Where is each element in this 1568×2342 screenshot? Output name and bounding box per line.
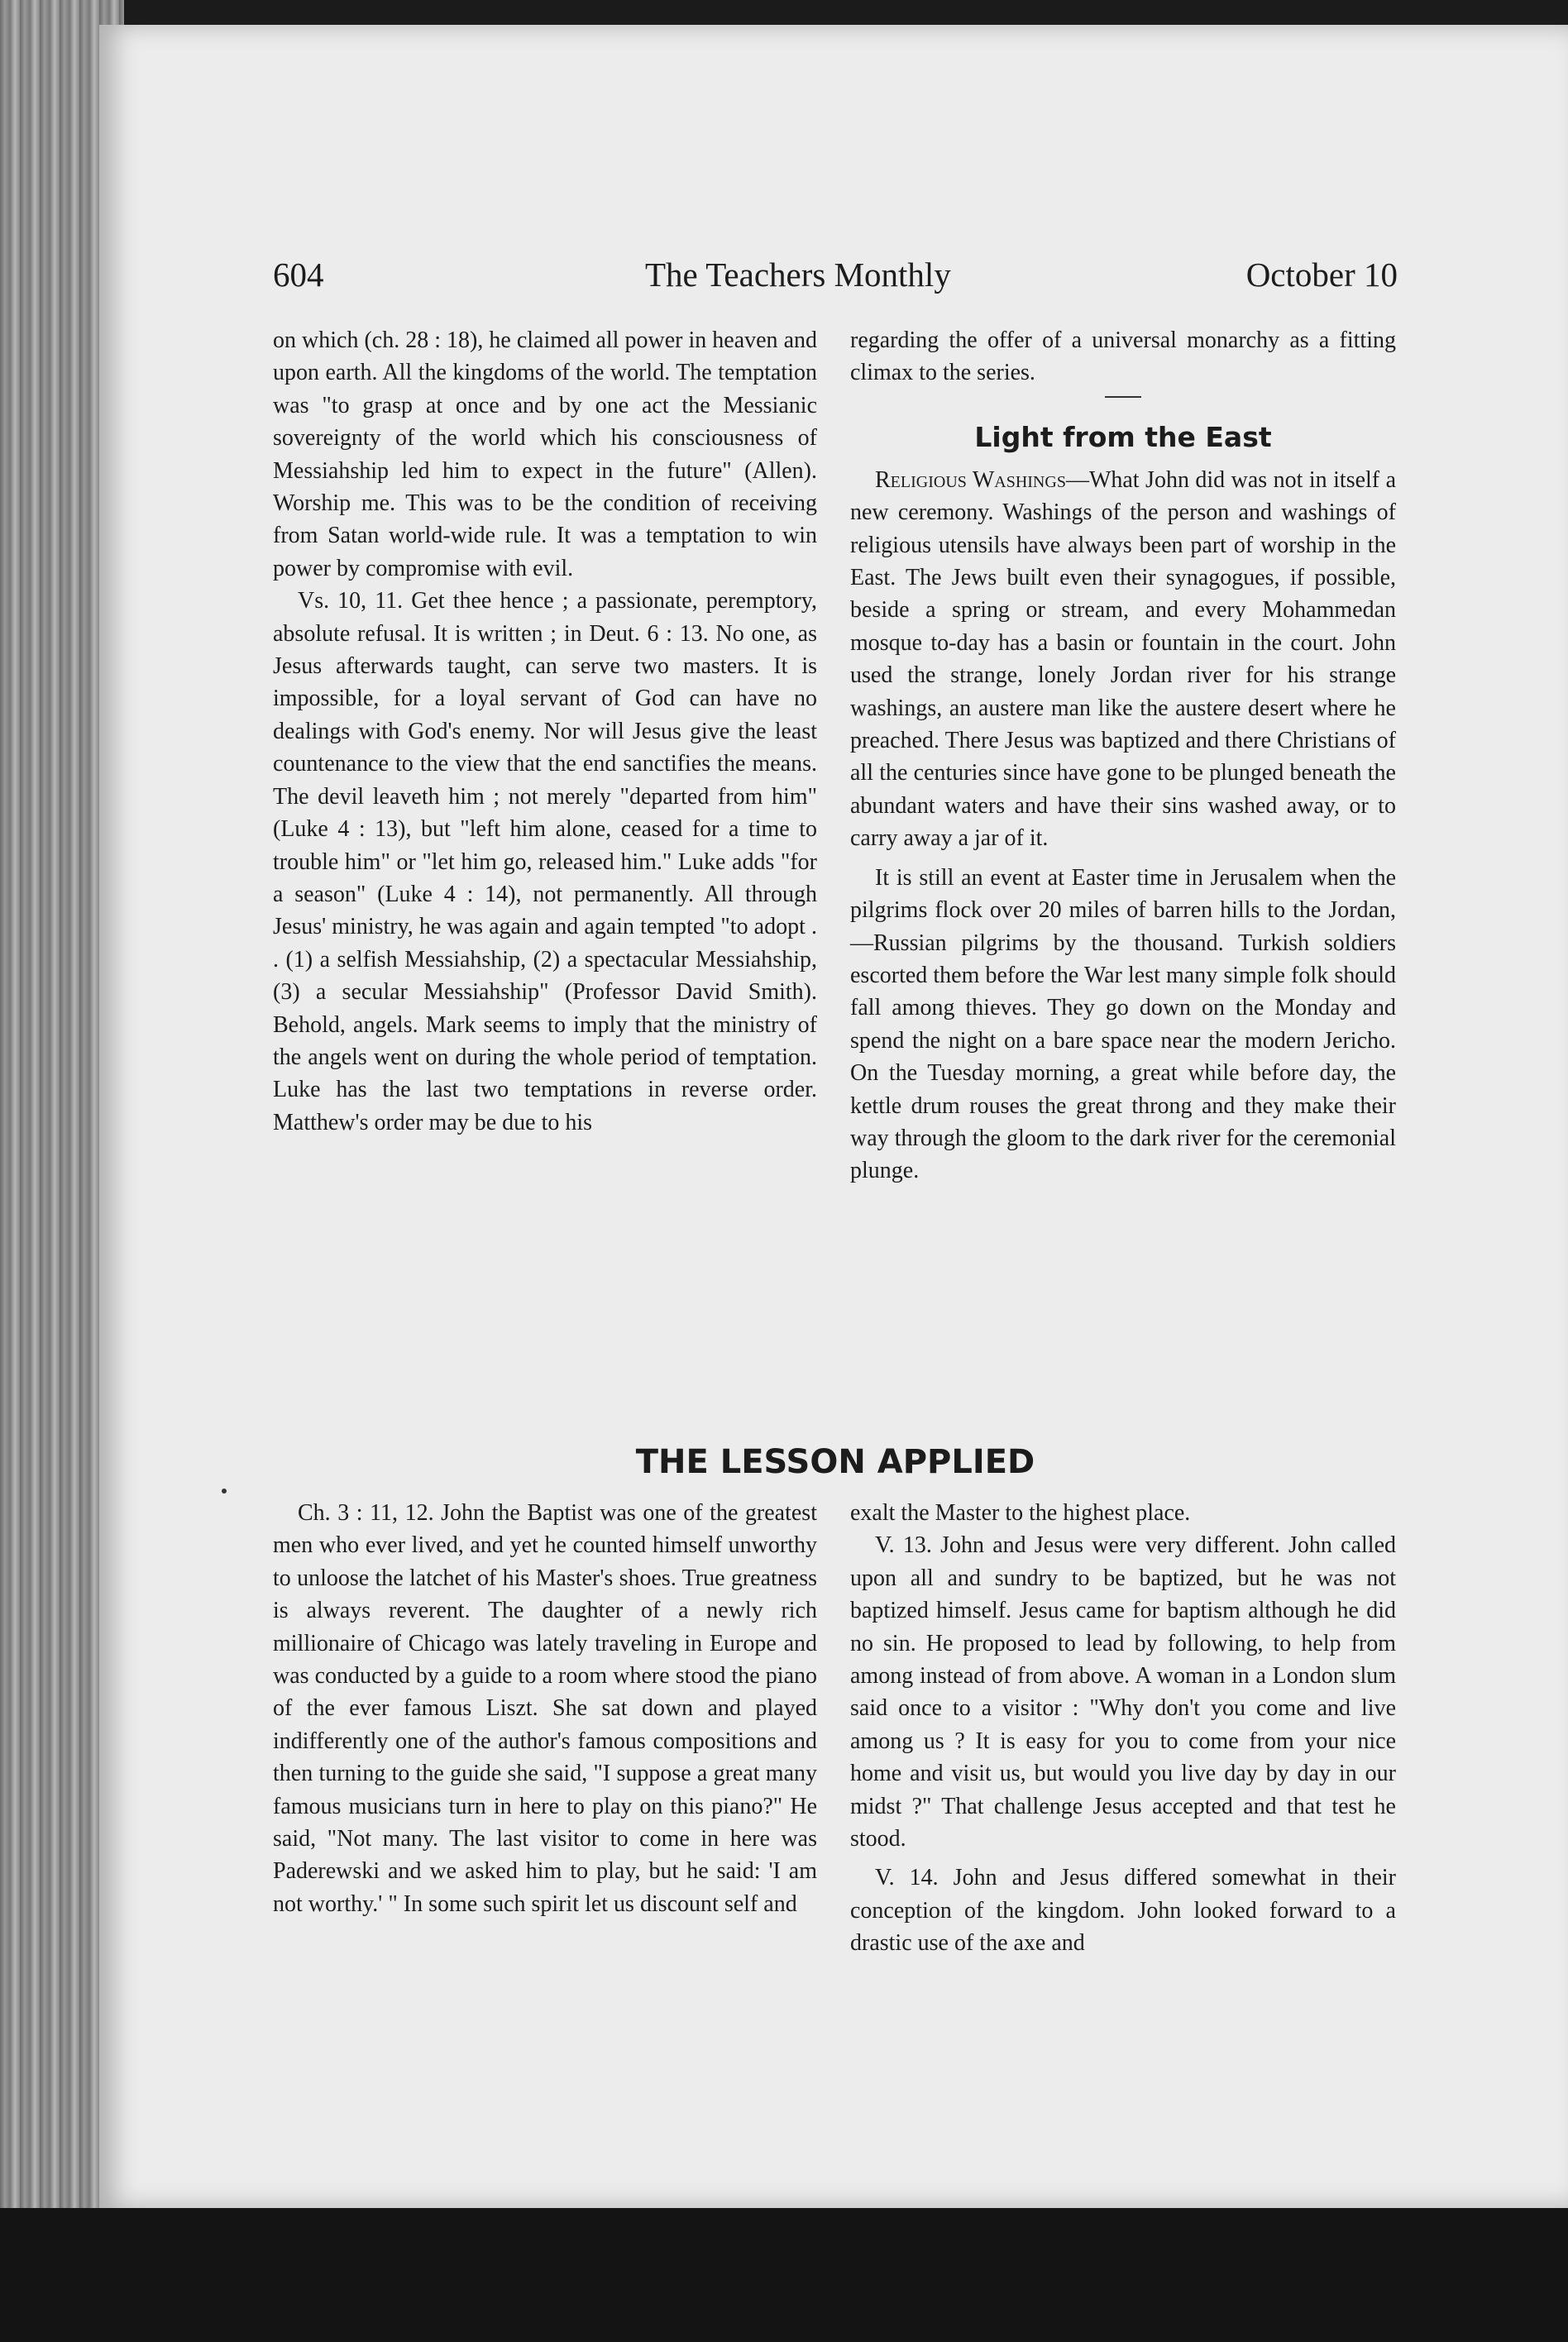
paragraph: It is still an event at Easter time in Jerusalem when the pilgrims flock over 20 miles of barren hills to the Jordan,—Russian pilgrims by the thousand. Turkish soldiers escorted them before the War lest many simple folk should fall among thieves. They go down on the Monday and spend the night on a bare space near the modern Jericho. On the Tuesday morning, a great while before day, the kettle drum rouses the great throng and they make their way through the gloom to the dark river for the ceremonial plunge. xyxy=(850,864,1396,1184)
paragraph: V. 14. John and Jesus differed somewhat in their conception of the kingdom. John looked forward to a drastic use of the axe and xyxy=(850,1865,1396,1957)
divider xyxy=(1105,396,1141,398)
paragraph: V. 13. John and Jesus were very different. John called upon all and sundry to be baptized, but he was not baptized himself. Jesus came for baptism although he did no sin. He proposed to lead by following, to help from among instead of from above. A woman in a London slum said once to a visitor : "Why don't you come and live among us ? It is easy for you to come from your nice home and visit us, but would you live day by day in our midst ?" That challenge Jesus accepted and that test he stood. xyxy=(850,1532,1396,1852)
journal-title: The Teachers Monthly xyxy=(645,256,951,294)
paragraph: exalt the Master to the highest place. xyxy=(850,1500,1191,1526)
lead-in: Religious Washings xyxy=(875,466,1066,493)
section-heading: THE LESSON APPLIED xyxy=(635,1443,1035,1481)
paragraph xyxy=(850,464,1396,855)
paragraph-text: —What John did was not in itself a new ceremony. Washings of the person and washings of religious utensils have always been part of worship in the East. The Jews built even their synagogues, if possible, beside a spring or stream, and every Mohammedan mosque to-day has a basin or fountain in the court. John used the strange, lonely Jordan river for his strange washings, an austere man like the austere desert where he preached. There Jesus was baptized and there Christians of all the centuries since have gone to be plunged beneath the abundant waters and have their sins washed away, or to carry away a jar of it. xyxy=(850,466,1397,852)
paragraph: Vs. 10, 11. Get thee hence ; a passionate, peremptory, absolute refusal. It is written ; in Deut. 6 : 13. No one, as Jesus afterwards taught, can serve two masters. It is impossible, for a loyal servant of God can have no dealings with God's enemy. Nor will Jesus give the least countenance to the view that the end sanctifies the means. The devil leaveth him ; not merely "departed from him" (Luke 4 : 13), but "left him alone, ceased for a time to trouble him" or "let him go, released him." Luke adds "for a season" (Luke 4 : 14), not permanently. All through Jesus' ministry, he was again and again tempted "to adopt . . (1) a selfish Messiahship, (2) a spectacular Messiahship, (3) a secular Messiahship" (Professor David Smith). Behold, angels. Mark seems to imply that the ministry of the angels went on during the whole period of temptation. Luke has the last two temptations in reverse order. Matthew's order may be due to his xyxy=(273,588,817,1135)
paragraph: regarding the offer of a universal monarchy as a fitting climax to the series. xyxy=(850,327,1396,386)
ink-speck xyxy=(222,1489,227,1494)
paragraph: Ch. 3 : 11, 12. John the Baptist was one of the greatest men who ever lived, and yet he counted himself unworthy to unloose the latchet of his Master's shoes. True greatness is always reverent. The daughter of a newly rich millionaire of Chicago was lately traveling in Europe and was conducted by a guide to a room where stood the piano of the ever famous Liszt. She sat down and played indifferently one of the author's famous compositions and then turning to the guide she said, "I suppose a great many famous musicians turn in here to play on this piano?" He said, "Not many. The last visitor to come in here was Paderewski and we asked him to play, but he said: 'I am not worthy.' " In some such spirit let us discount self and xyxy=(273,1500,817,1917)
section-subheading: Light from the East xyxy=(974,420,1272,453)
paragraph: on which (ch. 28 : 18), he claimed all power in heaven and upon earth. All the kingdoms of the world. The temptation was "to grasp at once and by one act the Messianic sovereignty of the world which his consciousness of Messiahship led him to expect in the future" (Allen). Worship me. This was to be the condition of receiving from Satan world-wide rule. It was a temptation to win power by compromise with evil. xyxy=(273,327,817,581)
running-header xyxy=(273,255,1398,304)
scan-background xyxy=(0,2208,1568,2342)
right-column-bottom xyxy=(850,1497,1396,1960)
page-number: 604 xyxy=(273,256,324,294)
issue-date: October 10 xyxy=(1245,256,1398,294)
right-column-top xyxy=(850,324,1396,1188)
left-column-top xyxy=(273,324,817,1139)
left-column-bottom xyxy=(273,1497,817,1920)
